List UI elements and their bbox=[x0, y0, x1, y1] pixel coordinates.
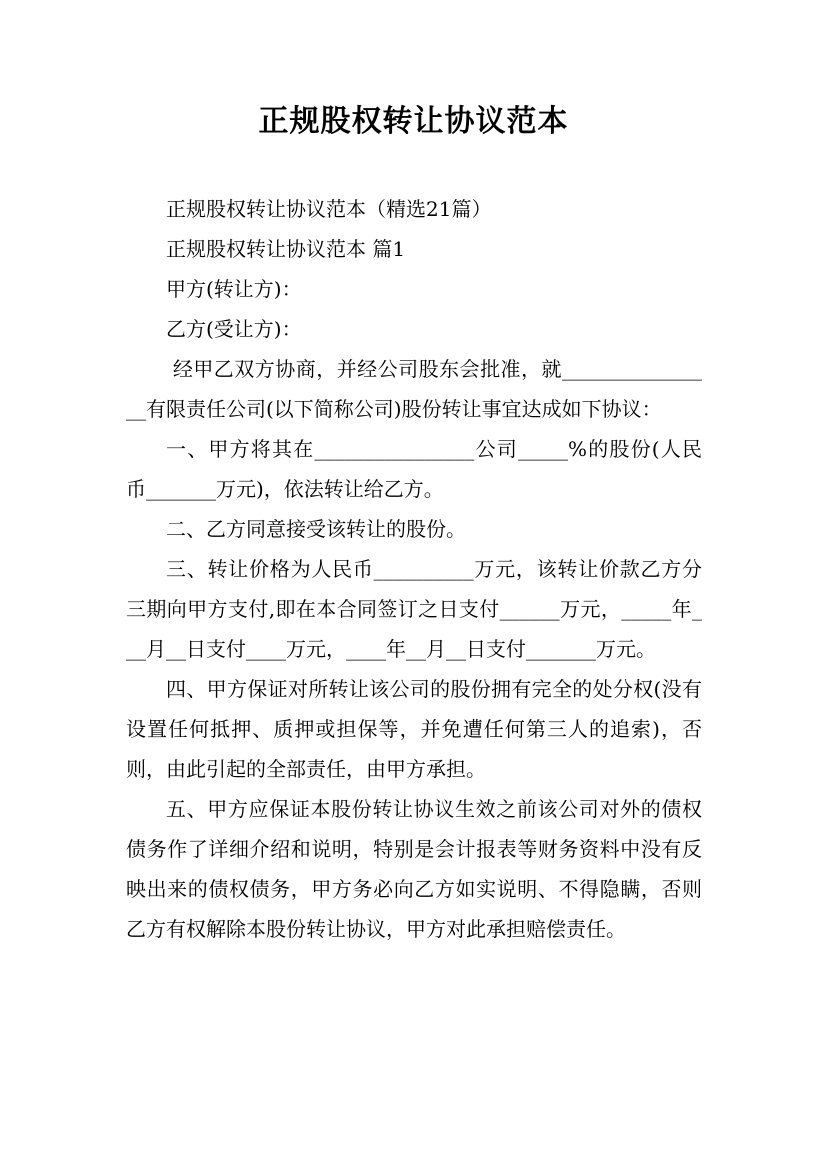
document-title: 正规股权转让协议范本 bbox=[258, 104, 569, 139]
paragraph-clause-3: 三、转让价格为人民币__________万元，该转让价款乙方分三期向甲方支付,即在本合同签订之日支付______万元，_____年___月__日支付____万元，____年__月__日支付_______万元。 bbox=[126, 557, 702, 661]
paragraph-clause-4: 四、甲方保证对所转让该公司的股份拥有完全的处分权(没有设置任何抵押、质押或担保等，并免遭任何第三人的追索)，否则，由此引起的全部责任，由甲方承担。 bbox=[126, 677, 702, 781]
paragraph-party-a: 甲方(转让方)： bbox=[166, 277, 302, 301]
paragraph-clause-2: 二、乙方同意接受该转让的股份。 bbox=[166, 517, 466, 541]
paragraph-clause-5: 五、甲方应保证本股份转让协议生效之前该公司对外的债权债务作了详细介绍和说明，特别是会计报表等财务资料中没有反映出来的债权债务，甲方务必向乙方如实说明、不得隐瞒，否则乙方有权解除本股份转让协议，甲方对此承担赔偿责任。 bbox=[126, 797, 702, 941]
paragraph-party-b: 乙方(受让方)： bbox=[166, 317, 302, 341]
document-body bbox=[126, 189, 702, 949]
paragraph-preamble: 经甲乙双方协商，并经公司股东会批准，就________________有限责任公司(以下简称公司)股份转让事宜达成如下协议： bbox=[126, 357, 703, 421]
paragraph-section-heading: 正规股权转让协议范本 篇1 bbox=[166, 237, 406, 261]
paragraph-clause-1: 一、甲方将其在________________公司_____%的股份(人民币_______万元)，依法转让给乙方。 bbox=[126, 437, 702, 501]
paragraph-collection-title: 正规股权转让协议范本（精选21篇） bbox=[166, 197, 492, 221]
